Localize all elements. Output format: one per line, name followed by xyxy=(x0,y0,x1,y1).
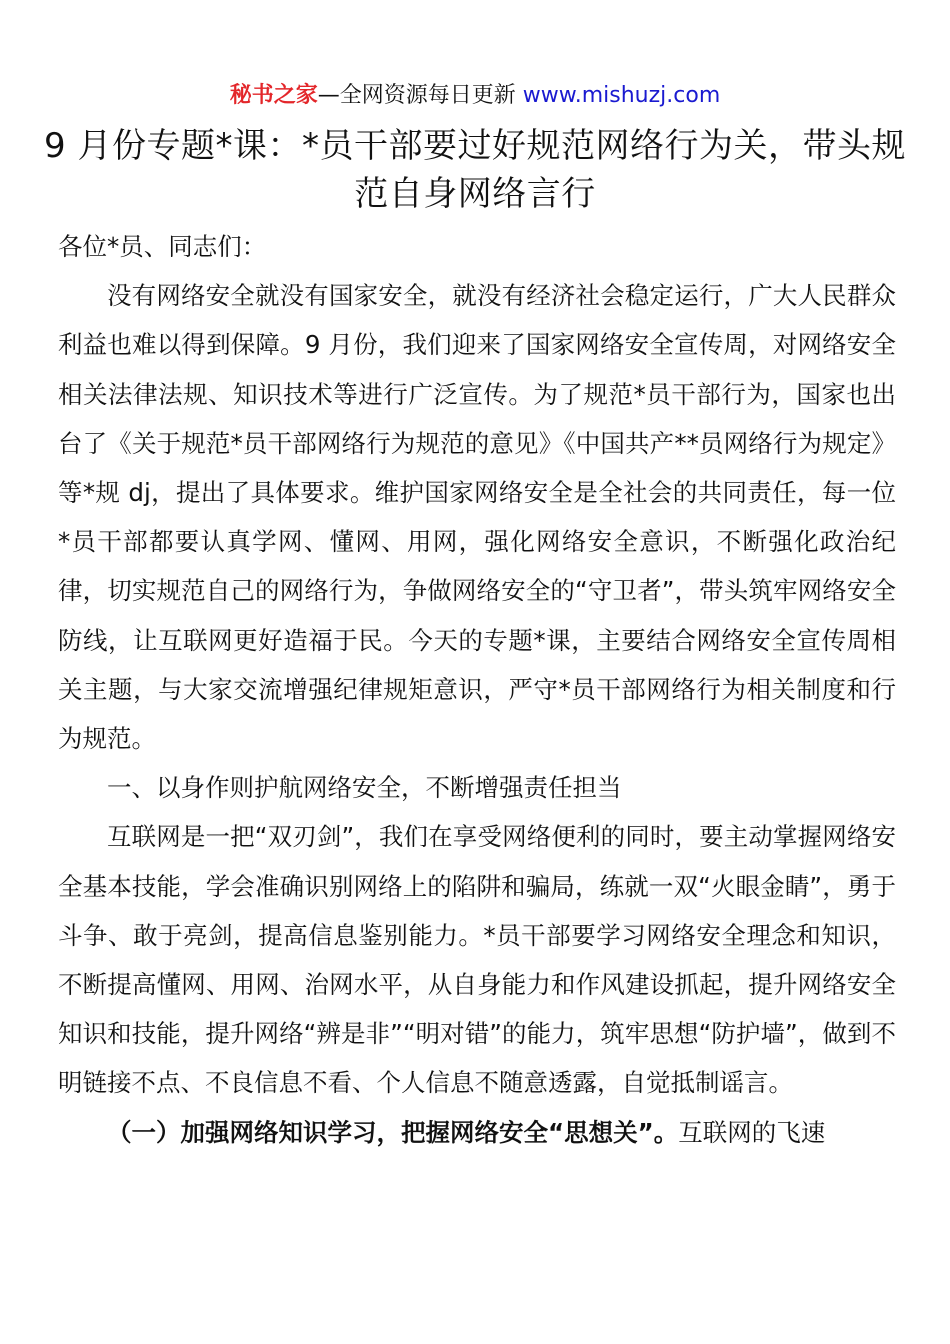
site-header xyxy=(0,80,950,112)
site-brand: 秘书之家 xyxy=(229,83,318,108)
section-heading: 一、以身作则护航网络安全，不断增强责任担当 xyxy=(107,773,622,803)
salutation: 各位*员、同志们： xyxy=(58,232,267,261)
paragraph-section-one: 互联网是一把“双刃剑”，我们在享受网络便利的同时，要主动掌握网络安全基本技能，学会准确识别网络上的陷阱和骗局，练就一双“火眼金睛”，勇于斗争、敢于亮剑，提高信息鉴别能力。*员干部要学习网络安全理念和知识，不断提高懂网、用网、治网水平，从自身能力和作风建设抓起，提升网络安全知识和技能，提升网络“辨是非”“明对错”的能力，筑牢思想“防护墙”，做到不明链接不点、不良信息不看、个人信息不随意透露，自觉抵制谣言。 xyxy=(58,822,896,1098)
subsection-heading: （一）加强网络知识学习，把握网络安全“思想关”。 xyxy=(107,1117,679,1147)
site-url-link[interactable]: www.mishuzj.com xyxy=(522,83,721,108)
site-tagline: —全网资源每日更新 xyxy=(317,83,523,108)
paragraph-intro: 没有网络安全就没有国家安全，就没有经济社会稳定运行，广大人民群众利益也难以得到保障。9 月份，我们迎来了国家网络安全宣传周，对网络安全相关法律法规、知识技术等进行广泛宣传。为了规范*员干部行为，国家也出台了《关于规范*员干部网络行为规范的意见》《中国共产**员网络行为规定》等*规 dj，提出了具体要求。维护国家网络安全是全社会的共同责任，每一位*员干部都要认真学网、懂网、用网，强化网络安全意识，不断强化政治纪律，切实规范自己的网络行为，争做网络安全的“守卫者”，带头筑牢网络安全防线，让互联网更好造福于民。今天的专题*课，主要结合网络安全宣传周相关主题，与大家交流增强纪律规矩意识，严守*员干部网络行为相关制度和行为规范。 xyxy=(58,281,896,754)
subsection-text: 互联网的飞速 xyxy=(678,1117,826,1147)
subsection-paragraph xyxy=(58,1108,896,1157)
document-title: 9 月份专题*课：*员干部要过好规范网络行为关，带头规范自身网络言行 xyxy=(44,126,906,214)
document-body xyxy=(58,222,896,1157)
